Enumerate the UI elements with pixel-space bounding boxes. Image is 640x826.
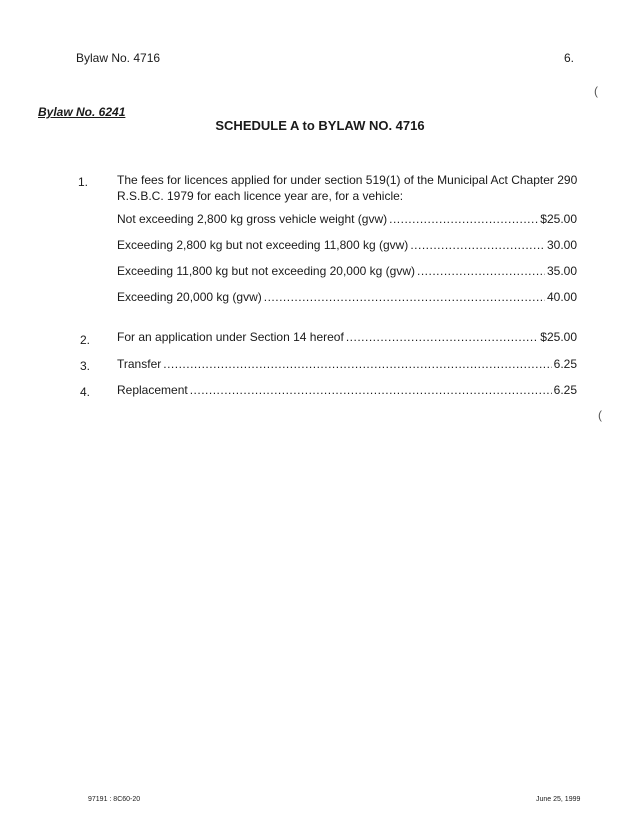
footer-doc-code: 97191 : 8C60-20 — [88, 796, 141, 803]
replacement-fee-row — [117, 383, 577, 397]
header-bylaw-number: Bylaw No. 4716 — [76, 51, 161, 65]
fee-amount: 40.00 — [546, 290, 577, 304]
scan-mark: ( — [598, 408, 602, 422]
fee-amount: $25.00 — [540, 212, 577, 226]
fee-amount: 30.00 — [546, 238, 577, 252]
dot-leader — [190, 383, 552, 397]
fee-amount: 6.25 — [553, 383, 577, 397]
scan-mark: ( — [594, 84, 598, 98]
item-4-number: 4. — [80, 385, 91, 399]
fee-label: Exceeding 2,800 kg but not exceeding 11,800 kg (gvw) — [117, 238, 409, 252]
item-1-number: 1. — [78, 175, 89, 189]
fee-row — [117, 264, 577, 278]
application-fee-row — [117, 330, 577, 344]
item-1-text: The fees for licences applied for under section 519(1) of the Municipal Act Chapter 290 R.S.B.C. 1979 for each licence year are, for a vehicle: — [117, 173, 578, 203]
fee-label: Transfer — [117, 357, 162, 371]
fee-label: Not exceeding 2,800 kg gross vehicle weight (gvw) — [117, 212, 388, 226]
dot-leader — [389, 212, 538, 226]
fee-amount: 35.00 — [546, 264, 577, 278]
footer-date: June 25, 1999 — [536, 796, 581, 803]
dot-leader — [264, 290, 545, 304]
page-number: 6. — [564, 51, 575, 65]
dot-leader — [410, 238, 545, 252]
fee-amount: $25.00 — [540, 330, 577, 344]
fee-label: Exceeding 11,800 kg but not exceeding 20,000 kg (gvw) — [117, 264, 415, 278]
dot-leader — [417, 264, 545, 278]
amending-bylaw-reference: Bylaw No. 6241 — [38, 105, 126, 119]
schedule-title: SCHEDULE A to BYLAW NO. 4716 — [215, 118, 425, 133]
dot-leader — [346, 330, 538, 344]
fee-label: Exceeding 20,000 kg (gvw) — [117, 290, 262, 304]
fee-row — [117, 212, 577, 226]
fee-amount: 6.25 — [553, 357, 577, 371]
fee-label: For an application under Section 14 hereof — [117, 330, 344, 344]
fee-row — [117, 290, 577, 304]
fee-row — [117, 238, 577, 252]
transfer-fee-row — [117, 357, 577, 371]
fee-label: Replacement — [117, 383, 188, 397]
dot-leader — [163, 357, 551, 371]
item-2-number: 2. — [80, 333, 91, 347]
item-3-number: 3. — [80, 359, 91, 373]
